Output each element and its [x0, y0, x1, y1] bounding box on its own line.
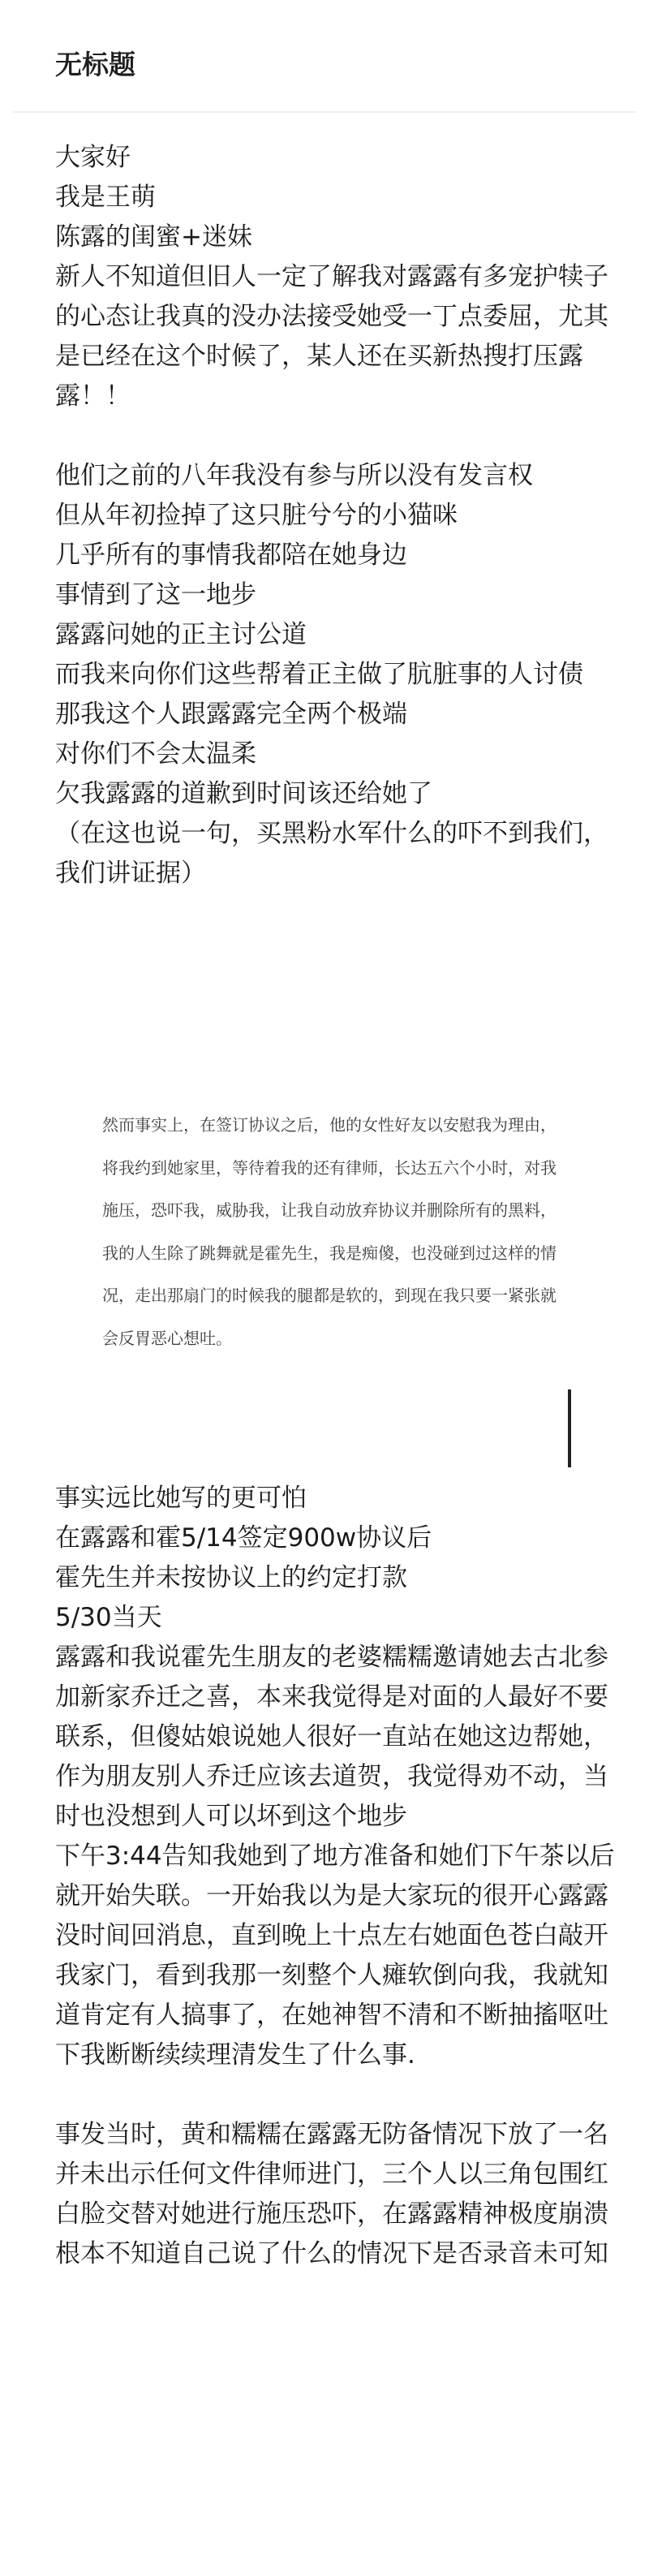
paragraph: 新人不知道但旧人一定了解我对露露有多宠护犊子的心态让我真的没办法接受她受一丁点委屈，尤其是已经在这个时候了，某人还在买新热搜打压露露！！: [55, 262, 608, 411]
article-body-top: [55, 138, 615, 894]
paragraph: 在露露和霍5/14签定900w协议后: [55, 1523, 432, 1553]
paragraph: 大家好: [55, 143, 131, 172]
paragraph: 那我这个人跟露露完全两个极端: [55, 700, 407, 729]
paragraph: 事情到了这一地步: [55, 580, 256, 610]
paragraph: 我是王萌: [55, 183, 156, 212]
paragraph-gap: [55, 2075, 615, 2115]
scrollbar-thumb: [568, 1389, 571, 1467]
paragraph: （在这也说一句，买黑粉水军什么的吓不到我们，我们讲证据）: [55, 819, 608, 888]
paragraph: 露露问她的正主讨公道: [55, 620, 307, 649]
article-body-bottom: [55, 1479, 615, 2274]
paragraph: 露露和我说霍先生朋友的老婆糯糯邀请她去古北参加新家乔迁之喜，本来我觉得是对面的人最好不要联系，但傻姑娘说她人很好一直站在她这边帮她，作为朋友别人乔迁应该去道贺，我觉得劝不动，当时也没想到人可以坏到这个地步: [55, 1643, 608, 1831]
paragraph: 事实远比她写的更可怕: [55, 1484, 307, 1513]
paragraph: 几乎所有的事情我都陪在她身边: [55, 541, 407, 570]
header-divider: [13, 111, 636, 113]
paragraph-gap: [55, 416, 615, 456]
paragraph: 欠我露露的道歉到时间该还给她了: [55, 779, 432, 808]
quoted-text: [102, 1104, 557, 1359]
paragraph: 陈露的闺蜜+迷妹: [55, 222, 252, 252]
paragraph: 但从年初捡掉了这只脏兮兮的小猫咪: [55, 501, 458, 530]
paragraph: 他们之前的八年我没有参与所以没有发言权: [55, 461, 533, 490]
paragraph: 对你们不会太温柔: [55, 739, 256, 769]
paragraph: 事发当时，黄和糯糯在露露无防备情况下放了一名并未出示任何文件律师进门，三个人以三角包围红白脸交替对她进行施压恐吓，在露露精神极度崩溃根本不知道自己说了什么的情况下是否录音未可知: [55, 2120, 608, 2268]
quoted-paragraph: 然而事实上，在签订协议之后，他的女性好友以安慰我为理由，将我约到她家里，等待着我的还有律师，长达五六个小时，对我施压，恐吓我，威胁我，让我自动放弃协议并删除所有的黑料，我的人生除了跳舞就是霍先生，我是痴傻，也没碰到过这样的情况，走出那扇门的时候我的腿都是软的，到现在我只要一紧张就会反胃恶心想吐。: [102, 1115, 557, 1348]
paragraph: 霍先生并未按协议上的约定打款: [55, 1563, 407, 1592]
paragraph: 而我来向你们这些帮着正主做了肮脏事的人讨债: [55, 660, 583, 689]
quoted-screenshot: [75, 1104, 561, 1461]
paragraph: 5/30当天: [55, 1603, 162, 1632]
paragraph: 下午3:44告知我她到了地方准备和她们下午茶以后就开始失联。一开始我以为是大家玩的很开心露露没时间回消息，直到晚上十点左右她面色苍白敲开我家门，看到我那一刻整个人瘫软倒向我，我就知道肯定有人搞事了，在她神智不清和不断抽搐呕吐下我断断续续理清发生了什么事.: [55, 1842, 615, 2070]
page-title: 无标题: [55, 49, 135, 80]
header: [0, 0, 649, 114]
